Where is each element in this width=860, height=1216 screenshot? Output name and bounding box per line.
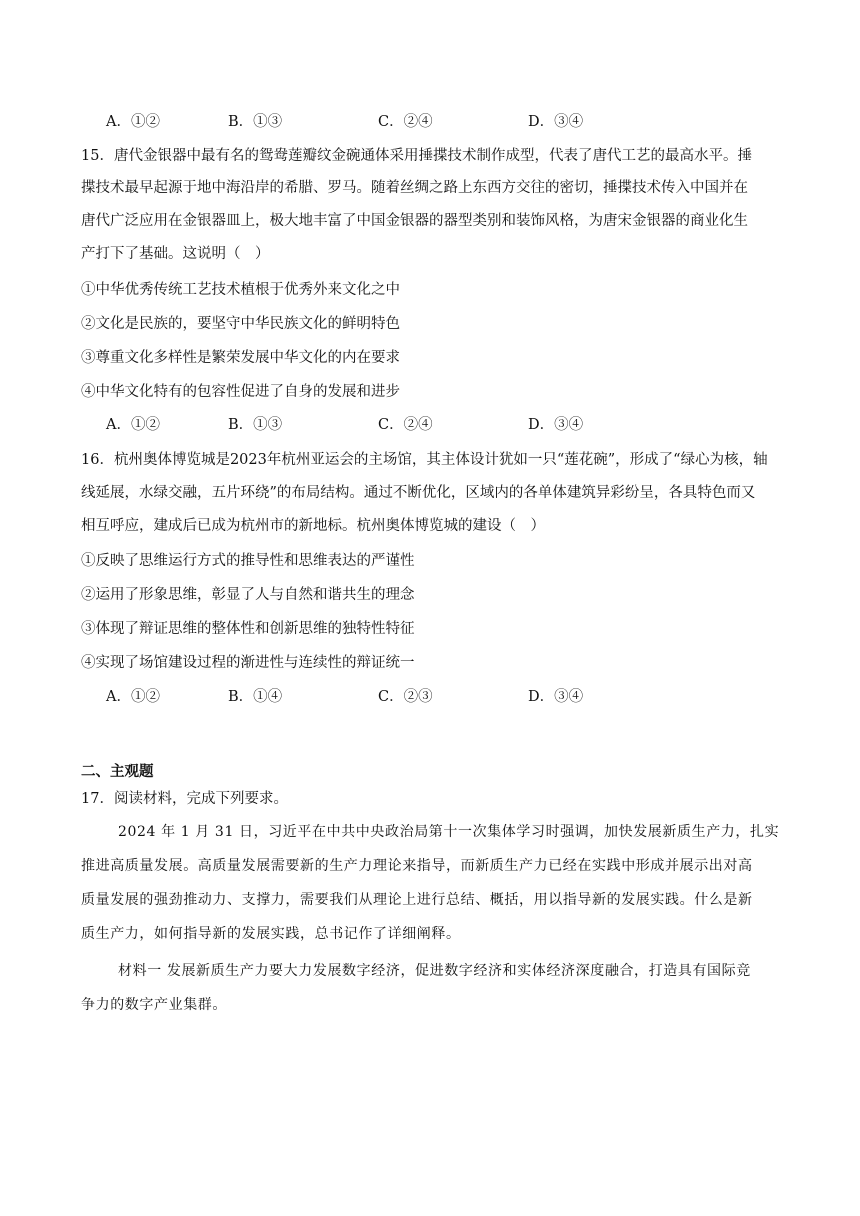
- q17-material-one-line: 争力的数字产业集群。: [81, 997, 227, 1013]
- q15-statement-1: ①中华优秀传统工艺技术植根于优秀外来文化之中: [81, 282, 400, 298]
- q15-option-d: D．③④: [528, 417, 584, 433]
- q15-statement-2: ②文化是民族的，要坚守中华民族文化的鲜明特色: [81, 316, 400, 332]
- q16-stem-line: 相互呼应，建成后已成为杭州市的新地标。杭州奥体博览城的建设（ ）: [81, 518, 545, 534]
- q15-statement-4: ④中华文化特有的包容性促进了自身的发展和进步: [81, 384, 400, 400]
- q14-option-d: D．③④: [528, 114, 584, 130]
- q15-option-c: C．②④: [378, 417, 433, 433]
- q15-option-b: B．①③: [228, 417, 283, 433]
- q16-stem-line: 线延展，水绿交融，五片环绕”的布局结构。通过不断优化，区域内的各单体建筑异彩纷呈，各具特色而又: [81, 485, 756, 501]
- q15-option-a: A．①②: [106, 417, 160, 433]
- q16-option-d: D．③④: [528, 689, 584, 705]
- q17-stem: 17．阅读材料，完成下列要求。: [81, 791, 288, 807]
- q16-stem-line: 16．杭州奥体博览城是2023年杭州亚运会的主场馆，其主体设计犹如一只“莲花碗”，形成了“绿心为核，轴: [81, 452, 768, 468]
- q16-statement-2: ②运用了形象思维，彰显了人与自然和谐共生的理念: [81, 587, 415, 603]
- q14-option-a: A．①②: [106, 114, 160, 130]
- q16-option-c: C．②③: [378, 689, 433, 705]
- q14-option-b: B．①③: [228, 114, 283, 130]
- q16-statement-1: ①反映了思维运行方式的推导性和思维表达的严谨性: [81, 553, 415, 569]
- q16-option-a: A．①②: [106, 689, 160, 705]
- q17-material-one-line: 材料一 发展新质生产力要大力发展数字经济，促进数字经济和实体经济深度融合，打造具有国际竞: [118, 963, 751, 979]
- q16-statement-4: ④实现了场馆建设过程的渐进性与连续性的辩证统一: [81, 655, 415, 671]
- q16-option-b: B．①④: [228, 689, 283, 705]
- q15-stem-line: 揲技术最早起源于地中海沿岸的希腊、罗马。随着丝绸之路上东西方交往的密切，捶揲技术传入中国并在: [81, 180, 748, 196]
- q15-stem-line: 产打下了基础。这说明（ ）: [81, 246, 270, 262]
- q17-material-line: 质量发展的强劲推动力、支撑力，需要我们从理论上进行总结、概括，用以指导新的发展实践。什么是新: [81, 892, 753, 908]
- q17-material-line: 2024 年 1 月 31 日，习近平在中共中央政治局第十一次集体学习时强调，加快发展新质生产力，扎实: [118, 824, 780, 840]
- q17-material-line: 推进高质量发展。高质量发展需要新的生产力理论来指导，而新质生产力已经在实践中形成并展示出对高: [81, 858, 753, 874]
- section-title: 二、主观题: [81, 764, 154, 780]
- q15-statement-3: ③尊重文化多样性是繁荣发展中华文化的内在要求: [81, 350, 400, 366]
- q15-stem-line: 15．唐代金银器中最有名的鸳鸯莲瓣纹金碗通体采用捶揲技术制作成型，代表了唐代工艺的最高水平。捶: [81, 148, 752, 164]
- q16-statement-3: ③体现了辩证思维的整体性和创新思维的独特性特征: [81, 621, 415, 637]
- q14-option-c: C．②④: [378, 114, 433, 130]
- q17-material-line: 质生产力，如何指导新的发展实践，总书记作了详细阐释。: [81, 926, 461, 942]
- q15-stem-line: 唐代广泛应用在金银器皿上，极大地丰富了中国金银器的器型类别和装饰风格，为唐宋金银器的商业化生: [81, 213, 748, 229]
